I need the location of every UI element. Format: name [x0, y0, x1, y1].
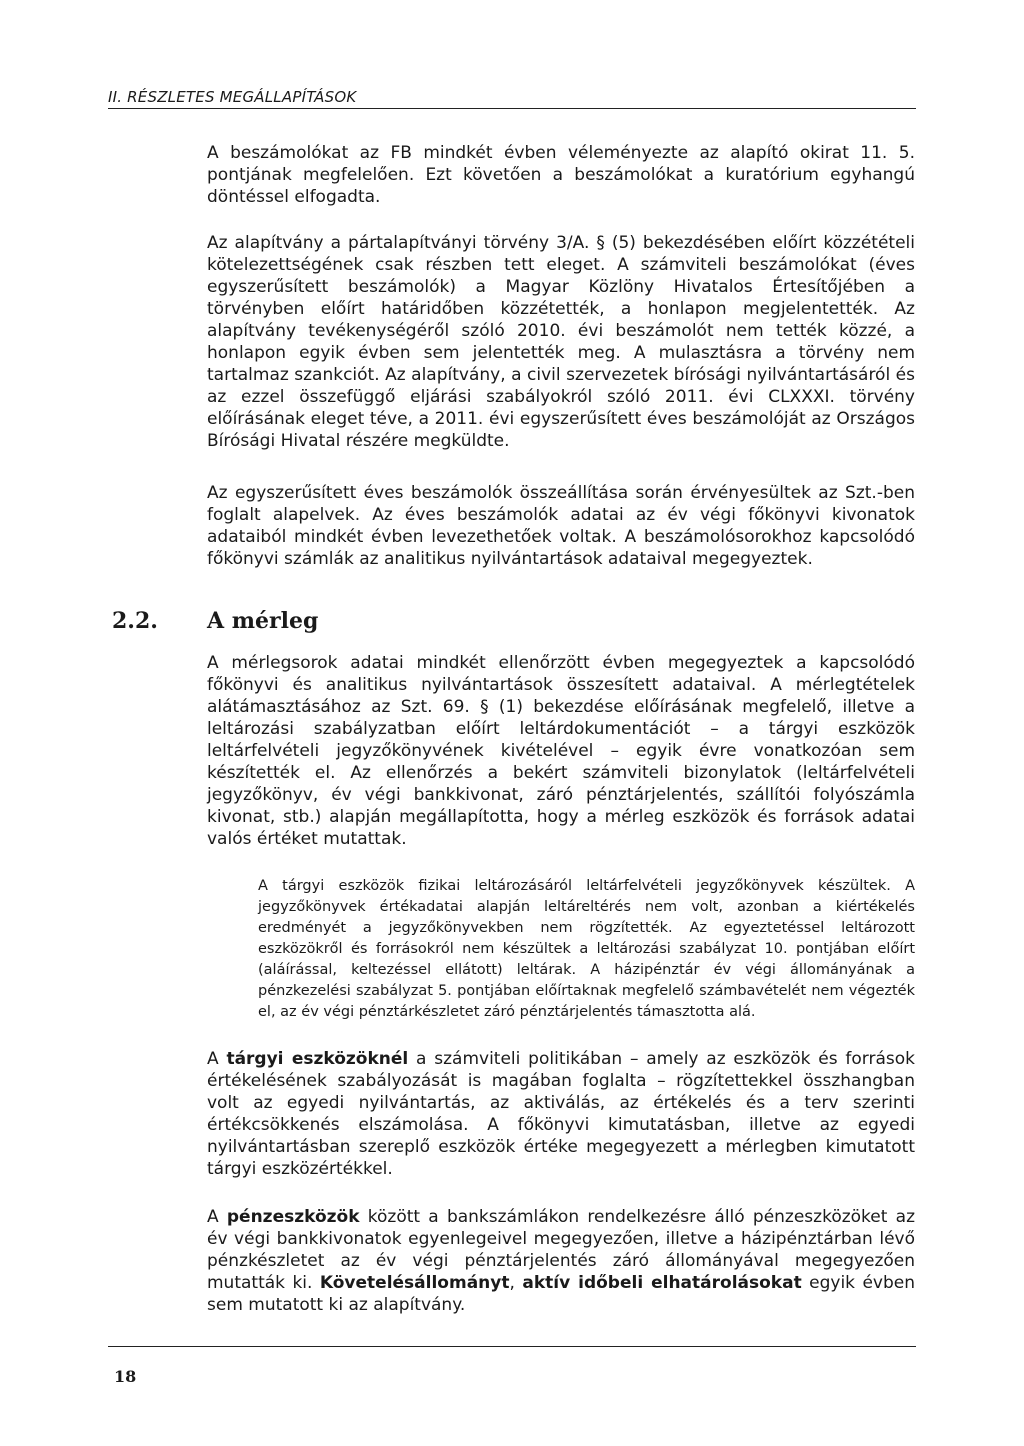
text-run: A	[207, 1207, 227, 1227]
paragraph-text	[207, 1048, 915, 1180]
text-run: ,	[509, 1273, 523, 1293]
inset-note	[258, 876, 915, 1023]
text-run: A	[207, 1049, 227, 1069]
paragraph-text: Az alapítvány a pártalapítványi törvény 3/A. § (5) bekezdésében előírt közzétételi kötelezettségének csak részben tett eleget. A számviteli beszámolókat (éves egyszerűsített beszámolók) a Magyar Közlöny Hivatalos Értesítőjében a törvényben előírt határidőben közzétették, a honlapon megjelentették. Az alapítvány tevékenységéről szóló 2010. évi beszámolót nem tették közzé, a honlapon egyik évben sem jelentették meg. A mulasztásra a törvény nem tartalmaz szankciót. Az alapítvány, a civil szervezetek bírósági nyilvántartásáról és az ezzel összefüggő eljárási szabályokról szóló 2011. évi CLXXXI. törvény előírásának eleget téve, a 2011. évi egyszerűsített éves beszámolóját az Országos Bírósági Hivatal részére megküldte.	[207, 233, 915, 451]
paragraph-principles	[207, 482, 915, 570]
paragraph-publication	[207, 232, 915, 452]
header-rule	[108, 108, 916, 109]
paragraph-text: A mérlegsorok adatai mindkét ellenőrzött évben megegyeztek a kapcsolódó főkönyvi és analitikus nyilvántartások összesített adataival. A mérlegtételek alátámasztásához az Szt. 69. § (1) bekezdése előírásának megfelelő, illetve a leltározási szabályzatban előírt leltárdokumentációt – a tárgyi eszközök leltárfelvételi jegyzőkönyvének kivételével – egyik évre vonatkozóan sem készítették el. Az ellenőrzés a bekért számviteli bizonylatok (leltárfelvételi jegyzőkönyv, év végi bankkivonat, záró pénztárjelentés, szállítói folyószámla kivonat, stb.) alapján megállapította, hogy a mérleg eszközök és források adatai valós értéket mutattak.	[207, 653, 915, 849]
inset-note-text: A tárgyi eszközök fizikai leltározásáról leltárfelvételi jegyzőkönyvek készültek. A jegyzőkönyvek értékadatai alapján leltáreltérés nem volt, azonban a kiértékelés eredményét a jegyzőkönyvekben nem rögzítették. Az egyeztetéssel leltározott eszközökről és forrásokról nem készültek a leltározási szabályzat 10. pontjában előírt (aláírással, keltezéssel ellátott) leltárak. A házipénztár év végi állományának a pénzkezelési szabályzat 5. pontjában előírtaknak megfelelő számbavételét nem végezték el, az év végi pénztárkészletet záró pénztárjelentés támasztotta alá.	[258, 878, 915, 1020]
paragraph-text	[207, 1206, 915, 1316]
paragraph-text: Az egyszerűsített éves beszámolók összeállítása során érvényesültek az Szt.-ben foglalt alapelvek. Az éves beszámolók adatai az év végi főkönyvi kivonatok adataiból mindkét évben levezethetőek voltak. A beszámolósorokhoz kapcsolódó főkönyvi számlák az analitikus nyilvántartások adataival megegyeztek.	[207, 483, 915, 569]
footer-rule	[108, 1346, 916, 1347]
running-head: II. RÉSZLETES MEGÁLLAPÍTÁSOK	[108, 88, 357, 106]
bold-term-accruals: aktív időbeli elhatárolásokat	[522, 1273, 802, 1293]
bold-term-receivables: Követelésállományt	[319, 1273, 510, 1293]
page-number: 18	[114, 1367, 137, 1386]
bold-term-tangible-assets: tárgyi eszközöknél	[226, 1049, 409, 1069]
section-number: 2.2.	[112, 608, 158, 634]
paragraph-balance-sheet	[207, 652, 915, 850]
paragraph-tangible-assets	[207, 1048, 915, 1180]
text-run: között a bankszámlákon rendelkezésre álló pénzeszközöket az év végi bankkivonatok egyenlegeivel megegyezően, illetve a házipénztárban lévő pénzkészletet az év végi pénztárjelentés záró állományával megegyezően mutatták ki.	[207, 1207, 915, 1293]
text-run: a számviteli politikában – amely az eszközök és források értékelésének szabályozását is magában foglalta – rögzítettekkel összhangban volt az egyedi nyilvántartás, az aktiválás, az értékelés és a terv szerinti értékcsökkenés elszámolása. A főkönyvi kimutatásban, illetve az egyedi nyilvántartásban szereplő eszközök értéke megegyezett a mérlegben kimutatott tárgyi eszközértékkel.	[207, 1049, 915, 1179]
text-run: egyik évben sem mutatott ki az alapítvány.	[207, 1273, 916, 1315]
paragraph-cash	[207, 1206, 915, 1316]
paragraph-text: A beszámolókat az FB mindkét évben véleményezte az alapító okirat 11. 5. pontjának megfelelően. Ezt követően a beszámolókat a kuratórium egyhangú döntéssel elfogadta.	[207, 143, 915, 207]
bold-term-cash: pénzeszközök	[226, 1207, 360, 1227]
section-title: A mérleg	[207, 608, 319, 634]
paragraph-fb-review	[207, 142, 915, 208]
